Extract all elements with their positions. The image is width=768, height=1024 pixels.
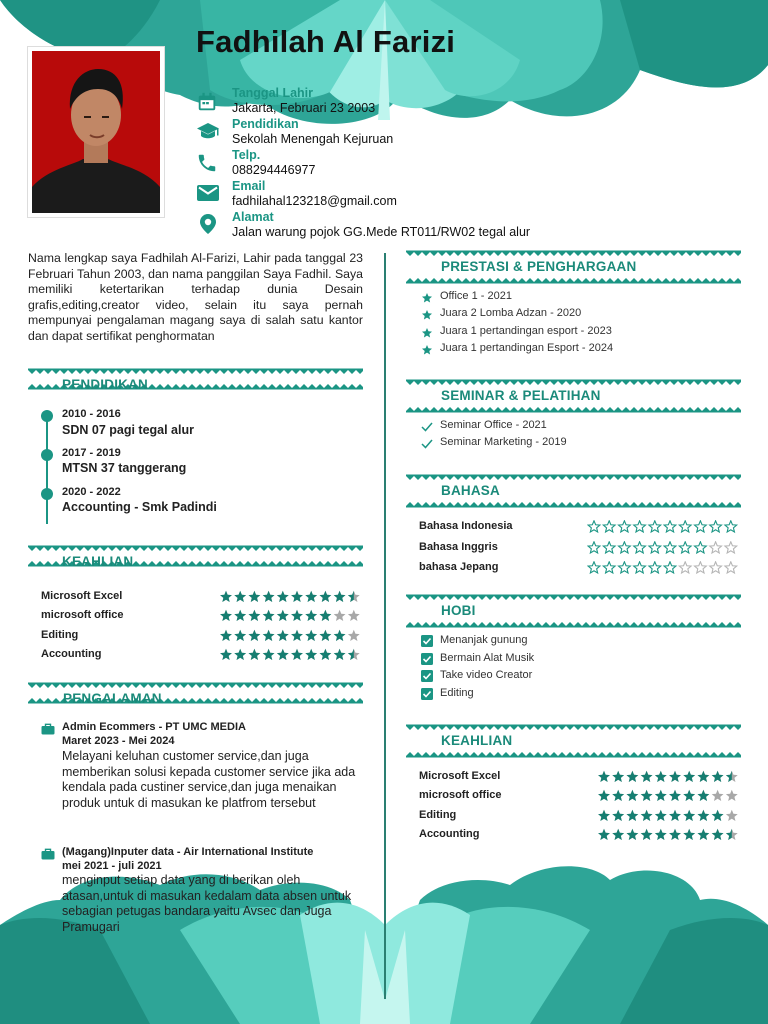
rating-star-filled [612, 771, 624, 782]
skill-name: Editing [419, 809, 457, 821]
rating-star-filled [712, 810, 724, 821]
rating-star-filled [249, 591, 261, 602]
info-value-address: Jalan warung pojok GG.Mede RT011/RW02 tegal alur [232, 225, 531, 239]
rating-star-filled [305, 591, 317, 602]
education-years: 2010 - 2016 [62, 408, 121, 420]
rating-star-filled [234, 610, 246, 621]
rating-star [679, 521, 691, 532]
section-header-seminar [406, 379, 741, 403]
rating-star [725, 521, 737, 532]
section-title-seminar: SEMINAR & PELATIHAN [441, 388, 601, 403]
section-header-keahlian-right [406, 724, 741, 748]
skill-rating-stars [219, 609, 365, 623]
rating-star [695, 521, 707, 532]
rating-star-filled [320, 649, 332, 660]
timeline-dot [41, 410, 53, 422]
language-rating-stars [587, 541, 742, 555]
zigzag-border [28, 369, 363, 375]
rating-star [664, 562, 676, 573]
section-header-hobi [406, 594, 741, 618]
education-years: 2020 - 2022 [62, 486, 121, 498]
rating-star-filled [698, 829, 710, 840]
rating-star-filled [234, 630, 246, 641]
location-pin-icon [199, 213, 225, 239]
rating-star-filled [263, 591, 275, 602]
person-name: Fadhilah Al Farizi [196, 24, 456, 59]
rating-star-filled [291, 610, 303, 621]
rating-star [619, 521, 631, 532]
rating-star-filled [669, 829, 681, 840]
checkbox-checked-icon [421, 635, 433, 647]
zigzag-border [406, 595, 741, 601]
rating-star [710, 521, 722, 532]
rating-star-filled [655, 829, 667, 840]
rating-star-filled [598, 810, 610, 821]
rating-star [726, 790, 738, 801]
rating-star [679, 542, 691, 553]
zigzag-border [406, 380, 741, 386]
section-title-hobi: HOBI [441, 603, 476, 618]
rating-star [710, 542, 722, 553]
rating-star-filled [712, 829, 724, 840]
rating-star-filled [305, 649, 317, 660]
rating-star [588, 542, 600, 553]
rating-star-filled [598, 771, 610, 782]
rating-star-filled [683, 810, 695, 821]
language-rating-stars [587, 520, 742, 534]
experience-period: Maret 2023 - Mei 2024 [62, 735, 175, 747]
rating-star [334, 610, 346, 621]
checkmark-icon [421, 438, 433, 449]
rating-star [634, 562, 646, 573]
rating-star-filled [320, 591, 332, 602]
rating-star-filled [683, 829, 695, 840]
rating-star-filled [683, 790, 695, 801]
zigzag-border [406, 251, 741, 257]
phone-icon [196, 152, 222, 178]
zigzag-border [406, 622, 741, 628]
email-icon [196, 183, 222, 209]
rating-star-filled [641, 790, 653, 801]
info-label-address: Alamat [232, 210, 274, 224]
rating-star-filled [320, 630, 332, 641]
rating-star-filled [263, 630, 275, 641]
rating-star-filled [612, 829, 624, 840]
rating-star-filled [698, 810, 710, 821]
info-label-birth: Tanggal Lahir [232, 86, 314, 100]
rating-star [603, 521, 615, 532]
rating-star [695, 562, 707, 573]
rating-star-filled [598, 829, 610, 840]
skill-rating-stars [219, 648, 365, 662]
rating-star [726, 810, 738, 821]
rating-star-filled [655, 810, 667, 821]
rating-star-filled [612, 810, 624, 821]
rating-star-filled [641, 771, 653, 782]
zigzag-border [406, 752, 741, 758]
language-name: Bahasa Indonesia [419, 520, 513, 532]
info-value-email: fadhilahal123218@gmail.com [232, 194, 397, 208]
rating-star-filled [234, 649, 246, 660]
zigzag-border [406, 502, 741, 508]
language-rating-stars [587, 561, 742, 575]
seminar-item: Seminar Office - 2021 [440, 419, 547, 431]
rating-star-filled [598, 790, 610, 801]
rating-star-filled [249, 649, 261, 660]
briefcase-icon [41, 722, 55, 740]
hobby-item: Bermain Alat Musik [440, 652, 535, 664]
skill-name: Accounting [41, 648, 102, 660]
rating-star-filled [305, 630, 317, 641]
seminar-item: Seminar Marketing - 2019 [440, 436, 567, 448]
rating-star [725, 542, 737, 553]
timeline-dot [41, 488, 53, 500]
section-title-keahlian: KEAHLIAN [441, 733, 513, 748]
rating-star [649, 542, 661, 553]
rating-star-filled [320, 610, 332, 621]
checkmark-icon [421, 421, 433, 432]
rating-star-filled [669, 771, 681, 782]
language-name: Bahasa Inggris [419, 541, 498, 553]
rating-star [348, 610, 360, 621]
rating-star [634, 542, 646, 553]
star-bullet-icon [421, 292, 433, 304]
rating-star-filled [683, 771, 695, 782]
rating-star-filled [234, 591, 246, 602]
experience-description: menginput setiap data yang di berikan oleh atasan,untuk di masukan kedalam data absen untuk sebagian petugas bandara yaitu Avsec dan Juga Pramugari [62, 873, 352, 934]
rating-star-filled [220, 591, 232, 602]
skill-name: microsoft office [419, 789, 502, 801]
rating-star-filled [291, 591, 303, 602]
checkbox-checked-icon [421, 688, 433, 700]
star-bullet-icon [421, 327, 433, 339]
info-value-birth: Jakarta, Februari 23 2003 [232, 101, 376, 115]
section-title-bahasa: BAHASA [441, 483, 500, 498]
info-value-phone: 088294446977 [232, 163, 316, 177]
rating-star-filled [627, 790, 639, 801]
rating-star-filled [220, 630, 232, 641]
profile-photo [28, 47, 164, 217]
rating-star-filled [277, 649, 289, 660]
rating-star-filled [627, 829, 639, 840]
graduation-cap-icon [196, 120, 222, 146]
rating-star-filled [698, 790, 710, 801]
rating-star [649, 521, 661, 532]
skill-name: Microsoft Excel [41, 590, 123, 602]
hobby-item: Editing [440, 687, 474, 699]
rating-star [603, 562, 615, 573]
rating-star [348, 630, 360, 641]
skill-rating-stars [597, 809, 743, 823]
timeline-dot [41, 449, 53, 461]
education-school: MTSN 37 tanggerang [62, 461, 187, 475]
rating-star [588, 521, 600, 532]
zigzag-border [406, 278, 741, 284]
about-me-text: Nama lengkap saya Fadhilah Al-Farizi, Lahir pada tanggal 23 Februari Tahun 2003, dan nama panggilan Saya Fadhil. Saya memiliki ketertarikan terhadap dunia Desain grafis,editing,creator video, selain itu saya pernah mempunyai pengalaman magang saya di salah satu kantor dan dapat sertifikat penghormatan [28, 251, 363, 343]
checkbox-checked-icon [421, 670, 433, 682]
rating-star-filled [655, 771, 667, 782]
rating-star-filled [263, 610, 275, 621]
rating-star-filled [669, 790, 681, 801]
rating-star-filled [291, 630, 303, 641]
zigzag-border [406, 725, 741, 731]
star-bullet-icon [421, 344, 433, 356]
skill-rating-stars [219, 590, 365, 604]
rating-star-filled [334, 649, 346, 660]
section-header-prestasi [406, 250, 741, 274]
rating-star-filled [220, 610, 232, 621]
achievement-item: Juara 1 pertandingan esport - 2023 [440, 325, 612, 337]
skill-rating-stars [597, 770, 743, 784]
star-bullet-icon [421, 309, 433, 321]
rating-star [712, 790, 724, 801]
rating-star [634, 521, 646, 532]
skill-name: Editing [41, 629, 79, 641]
education-years: 2017 - 2019 [62, 447, 121, 459]
briefcase-icon [41, 847, 55, 865]
zigzag-border [406, 407, 741, 413]
achievement-item: Juara 1 pertandingan Esport - 2024 [440, 342, 614, 354]
skill-name: microsoft office [41, 609, 124, 621]
rating-star [679, 562, 691, 573]
skill-rating-stars [597, 789, 743, 803]
zigzag-border [28, 683, 363, 689]
rating-star-filled [641, 810, 653, 821]
section-title-keahlian: KEAHLIAN [62, 554, 134, 569]
rating-star-filled [277, 630, 289, 641]
achievement-item: Juara 2 Lomba Adzan - 2020 [440, 307, 582, 319]
rating-star [649, 562, 661, 573]
skill-name: Accounting [419, 828, 480, 840]
experience-description: Melayani keluhan customer service,dan juga memberikan solusi kepada customer service jika ada kendala pada custiner service,dan juga menaikan produk untuk di masukan ke platfrom tersebut [62, 749, 356, 810]
rating-star-filled [655, 790, 667, 801]
education-school: Accounting - Smk Padindi [62, 500, 217, 514]
language-name: bahasa Jepang [419, 561, 499, 573]
rating-star-filled [277, 591, 289, 602]
experience-title: Admin Ecommers - PT UMC MEDIA [62, 721, 246, 733]
rating-star-filled [641, 829, 653, 840]
rating-star-filled [334, 591, 346, 602]
experience-period: mei 2021 - juli 2021 [62, 860, 162, 872]
skill-rating-stars [597, 828, 743, 842]
rating-star-filled [263, 649, 275, 660]
checkbox-checked-icon [421, 653, 433, 665]
section-header-pengalaman [28, 682, 363, 706]
rating-star [725, 562, 737, 573]
section-title-pendidikan: PENDIDIKAN [62, 377, 149, 392]
timeline-line [46, 412, 48, 524]
section-header-bahasa [406, 474, 741, 498]
skill-rating-stars [219, 629, 365, 643]
section-title-prestasi: PRESTASI & PENGHARGAAN [441, 259, 637, 274]
column-divider [384, 253, 386, 999]
rating-star [664, 542, 676, 553]
rating-star [588, 562, 600, 573]
section-title-pengalaman: PENGALAMAN [63, 691, 162, 706]
rating-star-filled [627, 810, 639, 821]
hobby-item: Take video Creator [440, 669, 533, 681]
zigzag-border [28, 546, 363, 552]
rating-star [695, 542, 707, 553]
zigzag-border [406, 475, 741, 481]
rating-star [710, 562, 722, 573]
rating-star-filled [249, 630, 261, 641]
education-school: SDN 07 pagi tegal alur [62, 423, 194, 437]
rating-star-filled [612, 790, 624, 801]
rating-star-filled [249, 610, 261, 621]
rating-star-filled [627, 771, 639, 782]
rating-star-filled [698, 771, 710, 782]
info-value-education: Sekolah Menengah Kejuruan [232, 132, 394, 146]
rating-star [664, 521, 676, 532]
info-label-phone: Telp. [232, 148, 261, 162]
section-header-pendidikan [28, 368, 363, 392]
section-header-keahlian-left [28, 545, 363, 569]
info-label-email: Email [232, 179, 266, 193]
rating-star-filled [334, 630, 346, 641]
info-label-education: Pendidikan [232, 117, 299, 131]
calendar-icon [196, 91, 222, 117]
rating-star [603, 542, 615, 553]
rating-star [619, 542, 631, 553]
rating-star-filled [669, 810, 681, 821]
rating-star-filled [291, 649, 303, 660]
experience-title: (Magang)Inputer data - Air International Institute [62, 846, 314, 858]
hobby-item: Menanjak gunung [440, 634, 528, 646]
rating-star-filled [220, 649, 232, 660]
skill-name: Microsoft Excel [419, 770, 501, 782]
rating-star-filled [712, 771, 724, 782]
achievement-item: Office 1 - 2021 [440, 290, 512, 302]
rating-star-filled [277, 610, 289, 621]
rating-star-filled [305, 610, 317, 621]
rating-star [619, 562, 631, 573]
